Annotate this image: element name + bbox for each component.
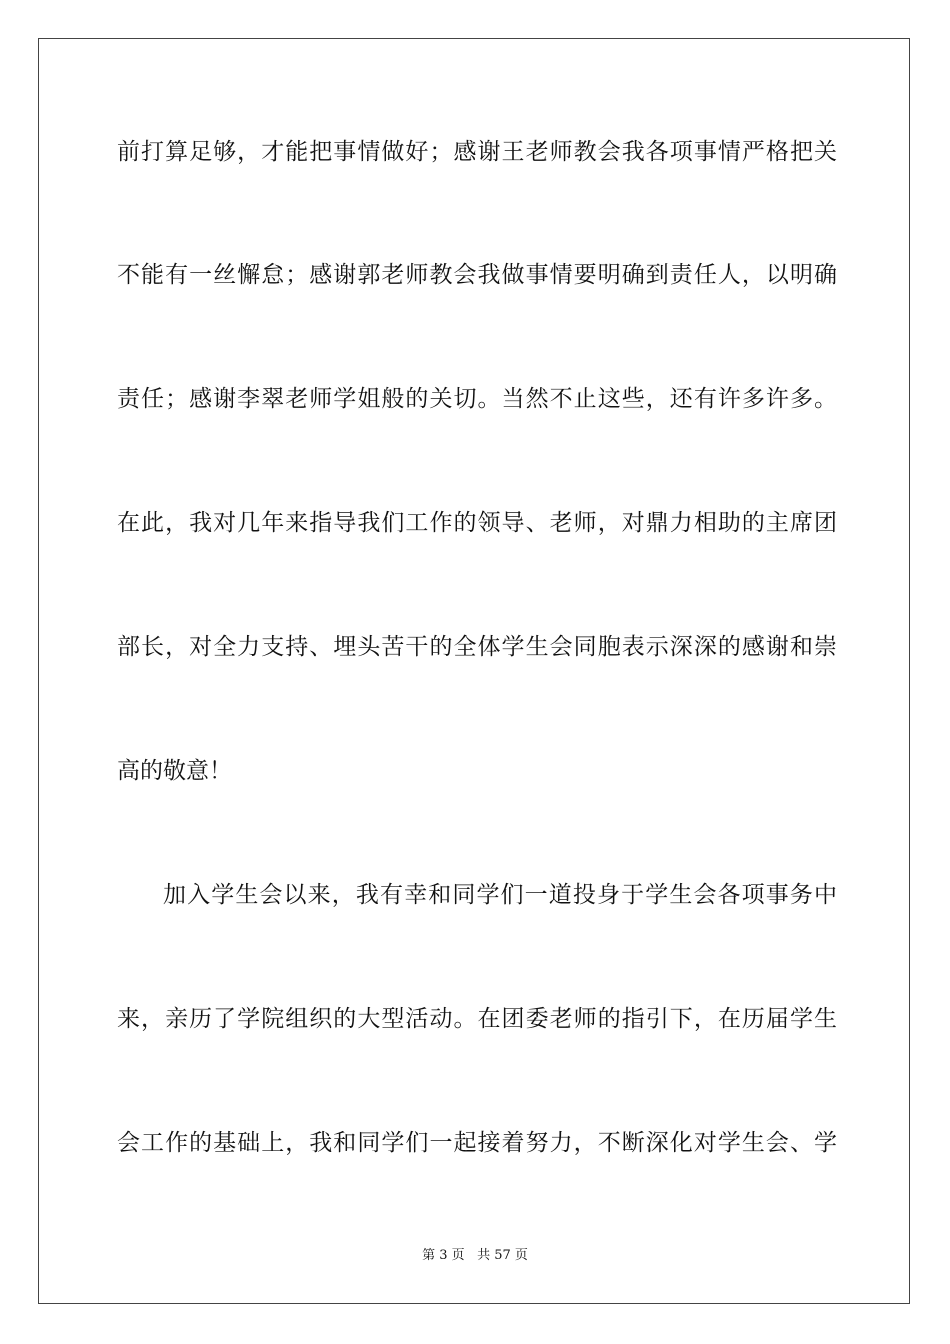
page-total: 共 57 页 <box>477 1248 528 1263</box>
body-text-line-1: 前打算足够，才能把事情做好；感谢王老师教会我各项事情严格把关 <box>117 139 837 165</box>
body-text-line-6: 高的敬意！ <box>117 758 232 784</box>
page-number: 第 3 页 <box>422 1248 465 1263</box>
page-frame <box>38 38 910 1304</box>
body-text-line-8: 来，亲历了学院组织的大型活动。在团委老师的指引下，在历届学生 <box>117 1006 837 1032</box>
body-text-line-9: 会工作的基础上，我和同学们一起接着努力，不断深化对学生会、学 <box>117 1130 837 1156</box>
body-text-line-4: 在此，我对几年来指导我们工作的领导、老师，对鼎力相助的主席团 <box>117 510 837 536</box>
body-text-line-2: 不能有一丝懈怠；感谢郭老师教会我做事情要明确到责任人，以明确 <box>117 262 837 288</box>
body-text-line-5: 部长，对全力支持、埋头苦干的全体学生会同胞表示深深的感谢和崇 <box>117 634 837 660</box>
body-text-line-3: 责任；感谢李翠老师学姐般的关切。当然不止这些，还有许多许多。 <box>117 386 837 412</box>
page-footer <box>0 1247 950 1265</box>
body-text-line-7: 加入学生会以来，我有幸和同学们一道投身于学生会各项事务中 <box>163 882 837 908</box>
